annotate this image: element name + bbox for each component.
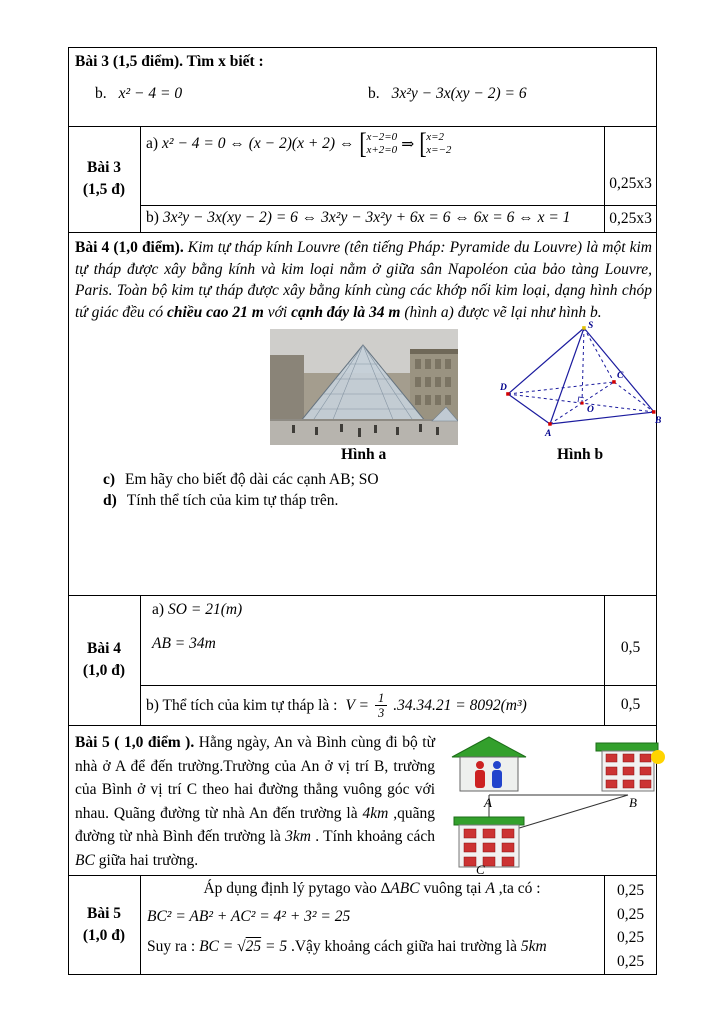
score-item: 0,25 bbox=[616, 905, 645, 923]
item-label: b. bbox=[95, 85, 107, 102]
building-c bbox=[454, 817, 524, 867]
problem3-solution-a bbox=[146, 127, 452, 160]
solution-b-lead: b) bbox=[146, 209, 159, 226]
apex-marker bbox=[582, 326, 586, 330]
fraction-one-third bbox=[375, 691, 387, 720]
problem4-label-cell bbox=[68, 595, 140, 725]
problem5-label-line2: (1,0 đ) bbox=[82, 927, 126, 944]
equals-five: = 5 bbox=[261, 938, 288, 955]
problem5-body: . Tính khoảng cách bbox=[311, 828, 436, 845]
louvre-photo bbox=[270, 329, 458, 445]
problem4-item-d bbox=[103, 492, 338, 510]
table-gridline bbox=[140, 126, 141, 232]
table-gridline bbox=[68, 232, 657, 233]
solution-text: Suy ra : bbox=[147, 938, 200, 955]
case-stack bbox=[366, 131, 397, 157]
problem5-body: Hằng ngày, An và Bình cùng đi bộ từ nhà ở A để đến trường.Trường của An ở vị trí B, trường của Bình ở vị trí C theo hai đường thẳng vuông góc với nhau. Quãng đường từ nhà An đến trường là bbox=[75, 734, 436, 822]
item-label: c) bbox=[103, 471, 116, 488]
distance-result: 5km bbox=[520, 938, 547, 955]
vertex-a: A bbox=[485, 880, 495, 897]
case-line: x+2=0 bbox=[366, 144, 398, 156]
figure-caption-b: Hình b bbox=[557, 446, 604, 463]
score-item: 0,25 bbox=[616, 882, 645, 899]
sun-icon bbox=[651, 750, 665, 764]
person-blue-icon bbox=[492, 761, 502, 788]
problem4-statement bbox=[75, 237, 652, 323]
problem5-title: Bài 5 ( 1,0 điểm ). bbox=[75, 734, 195, 751]
problem3-score-b-cell bbox=[604, 205, 657, 232]
item-text: Em hãy cho biết độ dài các cạnh AB; SO bbox=[125, 471, 379, 488]
score-item: 0,25 bbox=[616, 929, 645, 946]
item-label: d) bbox=[103, 492, 117, 509]
cases-bracket-icon: [ bbox=[419, 127, 427, 160]
vertex-label-d: D bbox=[500, 383, 507, 393]
problem5-label-line1: Bài 5 bbox=[86, 905, 122, 922]
bc-equals: BC = bbox=[199, 938, 238, 955]
triangle-abc: ∆ABC bbox=[380, 880, 420, 897]
solution-b-expression: 3x²y − 3x(xy − 2) = 6 ⇔ 3x²y − 3x²y + 6x = 6 ⇔ 6x = 6 ⇔ x = 1 bbox=[162, 209, 571, 226]
solution-text: ,ta có : bbox=[494, 880, 541, 897]
pyramid-diagram bbox=[500, 318, 662, 448]
solution-b-lead: b) Thể tích của kim tự tháp là : bbox=[146, 696, 338, 714]
line-bc bbox=[516, 795, 628, 829]
right-angle-marker bbox=[578, 397, 584, 402]
solution-a-expression: x² − 4 = 0 ⇔ (x − 2)(x + 2) ⇔ bbox=[162, 135, 355, 152]
case-stack bbox=[426, 131, 451, 157]
problem4-solution-a-line2: AB = 34m bbox=[152, 635, 216, 652]
problem3-item-1 bbox=[95, 85, 182, 103]
problem4-base-value: cạnh đáy là 34 m bbox=[291, 303, 401, 321]
item-equation: x² − 4 = 0 bbox=[118, 85, 183, 102]
problem5-solution-line3 bbox=[147, 938, 547, 956]
problem3-title-rest: Tìm x biết : bbox=[183, 53, 264, 70]
pyramid-solid-edges bbox=[508, 328, 654, 424]
problem3-title: Bài 3 (1,5 điểm). bbox=[75, 53, 184, 70]
table-gridline bbox=[68, 725, 657, 726]
table-gridline bbox=[140, 685, 657, 686]
volume-variable: V = bbox=[345, 696, 370, 714]
implies-arrow: ⇒ bbox=[401, 135, 415, 153]
fraction-numerator: 1 bbox=[375, 691, 387, 706]
problem5-statement bbox=[75, 731, 435, 872]
route-diagram bbox=[428, 733, 665, 875]
point-label-c: C bbox=[476, 862, 485, 875]
problem5-body: ,quãng đường từ nhà Bình đến trường là bbox=[75, 804, 435, 845]
solution-text: .Vậy khoảng cách giữa hai trường là bbox=[287, 938, 521, 955]
solution-a-lead: a) bbox=[152, 601, 165, 618]
vertex-label-a: A bbox=[545, 429, 552, 439]
problem4-solution-a-line1 bbox=[152, 601, 242, 619]
vertex-label-b: B bbox=[655, 416, 662, 426]
table-gridline bbox=[140, 595, 141, 725]
table-gridline bbox=[68, 595, 657, 596]
sqrt-symbol: √ bbox=[237, 938, 246, 955]
score-value: 0,5 bbox=[620, 639, 641, 656]
problem4-height-value: chiều cao 21 m bbox=[166, 303, 264, 321]
cases-bracket-icon: [ bbox=[359, 127, 368, 160]
case-group-2 bbox=[418, 127, 452, 160]
case-line: x=−2 bbox=[426, 144, 452, 156]
distance-an: 4km bbox=[362, 804, 389, 822]
case-line: x=2 bbox=[426, 131, 444, 143]
problem4-body: Kim tự tháp kính Louvre (tên tiếng Pháp: Pyramide du Louvre) là một kim tự tháp được xây bằng kính và kim loại nằm ở giữa sân Napoléon của bảo tàng Louvre, Paris. Toàn bộ kim tự tháp được xây bằng kính cùng các khớp nối kim loại, dạng hình chóp tứ giác đều có bbox=[75, 239, 653, 321]
score-value: 0,25x3 bbox=[609, 209, 652, 227]
case-line: x−2=0 bbox=[366, 131, 398, 143]
problem5-solution-line1 bbox=[140, 880, 604, 898]
problem5-label-cell bbox=[68, 875, 140, 975]
problem4-score-a-cell bbox=[604, 595, 657, 685]
segment-bc: BC bbox=[75, 851, 95, 869]
problem5-body: giữa hai trường. bbox=[94, 851, 199, 869]
item-text: Tính thể tích của kim tự tháp trên. bbox=[126, 492, 339, 509]
sqrt-radicand: 25 bbox=[245, 938, 262, 955]
vertex-label-s: S bbox=[588, 321, 594, 331]
building-b bbox=[596, 743, 658, 791]
score-value: 0,5 bbox=[620, 696, 641, 713]
case-group-1 bbox=[358, 127, 398, 160]
figure-caption-a: Hình a bbox=[341, 446, 387, 463]
solution-b-expression: .34.34.21 = 8092(m³) bbox=[393, 696, 527, 714]
house-a bbox=[452, 737, 526, 791]
solution-a-lead: a) bbox=[146, 135, 159, 152]
person-red-icon bbox=[475, 761, 485, 788]
problem4-label-line2: (1,0 đ) bbox=[82, 662, 126, 679]
problem3-label-line1: Bài 3 bbox=[86, 159, 122, 176]
problem4-item-c bbox=[103, 471, 379, 489]
distance-binh: 3km bbox=[285, 828, 311, 845]
point-label-a: A bbox=[484, 795, 492, 810]
fraction-denominator: 3 bbox=[378, 706, 385, 720]
score-value: 0,25x3 bbox=[609, 175, 652, 192]
problem3-solution-b bbox=[146, 209, 570, 227]
problem4-score-b-cell bbox=[604, 685, 657, 725]
score-item: 0,25 bbox=[616, 952, 645, 970]
problem5-solution-line2: BC² = AB² + AC² = 4² + 3² = 25 bbox=[147, 908, 351, 925]
problem4-body: (hình a) được vẽ lại như hình b. bbox=[400, 303, 602, 321]
problem3-label-cell bbox=[68, 126, 140, 232]
problem3-item-2 bbox=[368, 85, 527, 103]
problem4-solution-b bbox=[146, 691, 527, 720]
solution-text: Áp dụng định lý pytago vào bbox=[203, 880, 381, 897]
point-label-b: B bbox=[629, 795, 637, 810]
solution-a-expression-1: SO = 21(m) bbox=[168, 601, 243, 618]
problem3-header bbox=[75, 53, 264, 71]
problem3-score-a-cell bbox=[604, 126, 657, 205]
problem4-label-line1: Bài 4 bbox=[86, 640, 122, 657]
item-label: b. bbox=[368, 85, 380, 102]
problem4-body: với bbox=[263, 303, 292, 321]
problem4-title: Bài 4 (1,0 điểm). bbox=[75, 239, 184, 256]
solution-text: vuông tại bbox=[419, 880, 486, 897]
problem5-scores bbox=[604, 879, 657, 973]
table-gridline bbox=[68, 875, 657, 876]
table-gridline bbox=[140, 205, 657, 206]
vertex-label-o: O bbox=[587, 405, 594, 415]
problem3-label-line2: (1,5 đ) bbox=[82, 181, 126, 198]
photo-plaza bbox=[270, 421, 458, 445]
item-equation: 3x²y − 3x(xy − 2) = 6 bbox=[391, 85, 527, 102]
vertex-label-c: C bbox=[617, 371, 624, 381]
